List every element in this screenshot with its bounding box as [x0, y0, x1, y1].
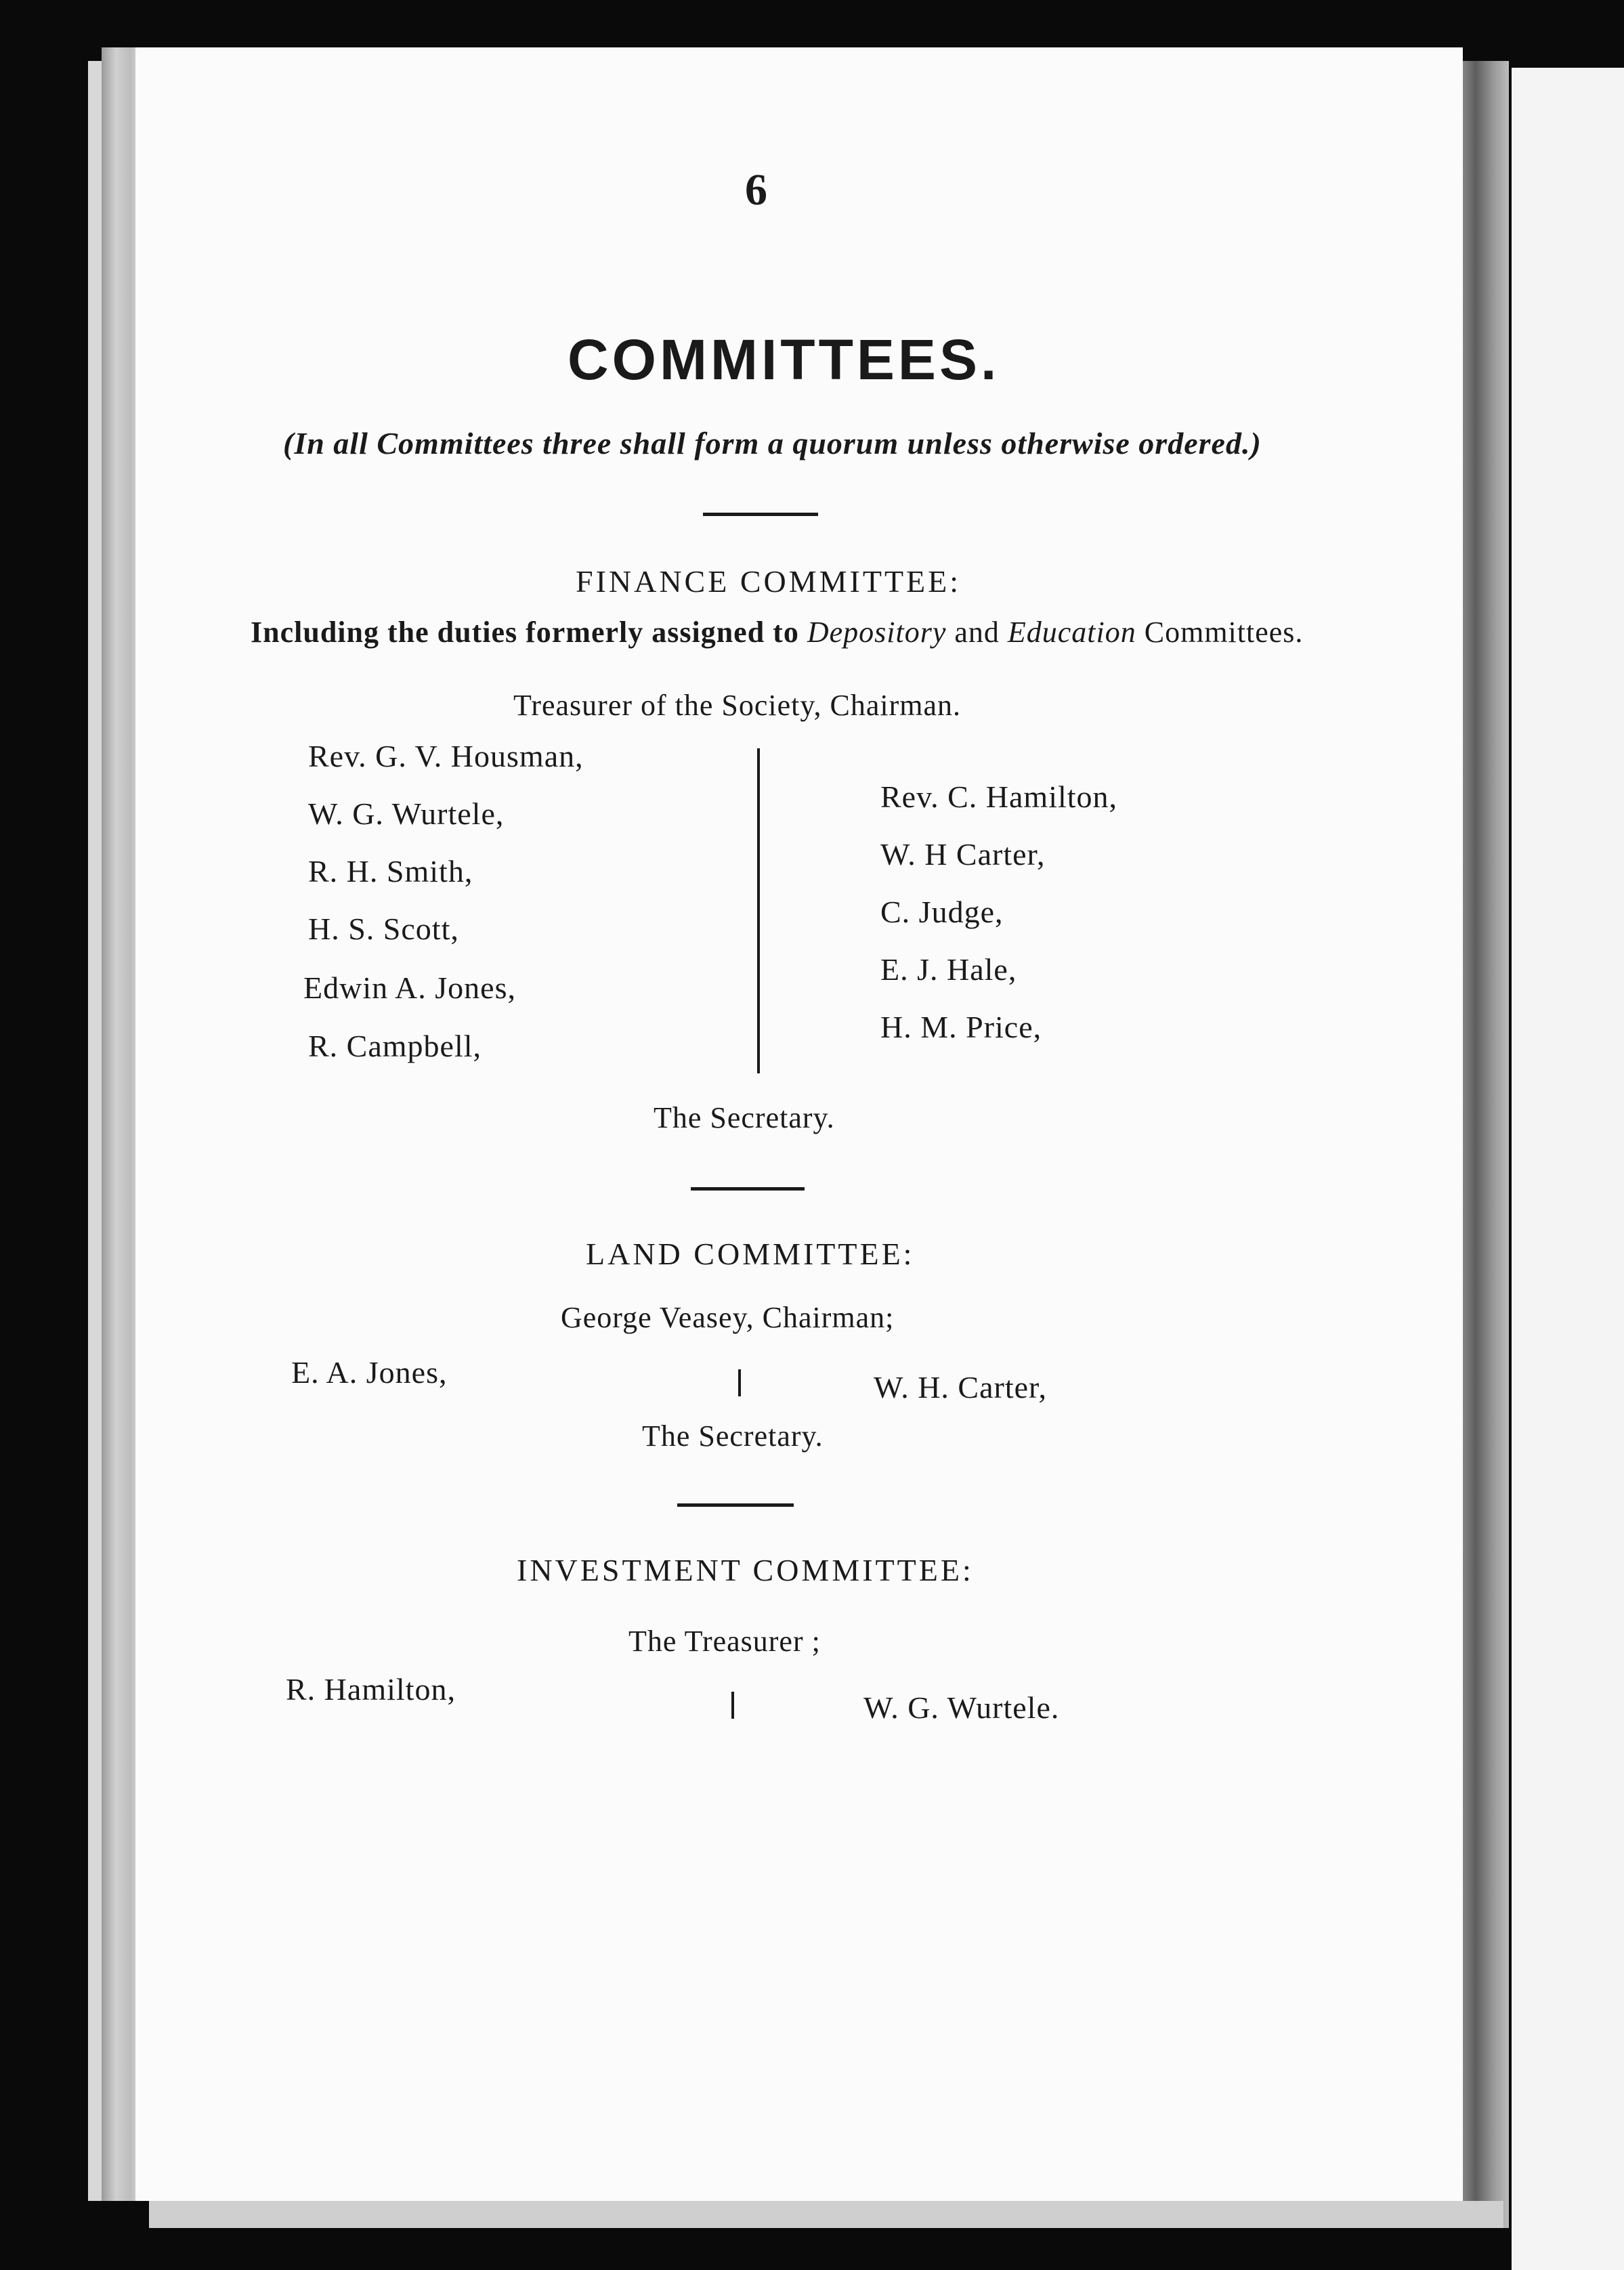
column-divider [757, 748, 760, 1073]
finance-member: R. Campbell, [308, 1029, 482, 1063]
finance-duties: Including the duties formerly assigned to Depository and Education Committees. [251, 616, 1304, 649]
investment-chairman: The Treasurer ; [628, 1625, 821, 1658]
page-title: COMMITTEES. [568, 328, 1000, 391]
land-secretary: The Secretary. [642, 1419, 824, 1453]
finance-member: R. H. Smith, [308, 854, 473, 888]
finance-member: C. Judge, [880, 895, 1004, 929]
divider [703, 513, 818, 516]
page-edge-shadow [1461, 61, 1509, 2228]
finance-secretary: The Secretary. [654, 1101, 835, 1134]
finance-member: W. H Carter, [880, 837, 1046, 872]
page-number: 6 [745, 165, 767, 215]
finance-member: Rev. G. V. Housman, [308, 739, 584, 773]
bottom-page-edge [149, 2201, 1503, 2228]
divider [691, 1187, 805, 1191]
divider [677, 1503, 794, 1507]
finance-chairman: Treasurer of the Society, Chairman. [513, 689, 962, 722]
land-member-left: E. A. Jones, [291, 1355, 448, 1390]
land-member-right: W. H. Carter, [874, 1370, 1048, 1405]
column-divider [738, 1369, 741, 1396]
finance-member: H. S. Scott, [308, 912, 459, 946]
quorum-note: (In all Committees three shall form a quorum unless otherwise ordered.) [283, 426, 1262, 461]
facing-page [1512, 68, 1624, 2270]
investment-member-right: W. G. Wurtele. [863, 1690, 1060, 1725]
finance-heading: FINANCE COMMITTEE: [576, 564, 962, 599]
land-heading: LAND COMMITTEE: [586, 1237, 915, 1271]
column-divider [731, 1692, 734, 1719]
land-chairman: George Veasey, Chairman; [561, 1301, 895, 1334]
finance-member: W. G. Wurtele, [308, 796, 505, 831]
investment-heading: INVESTMENT COMMITTEE: [517, 1553, 974, 1587]
finance-member: Rev. C. Hamilton, [880, 779, 1118, 814]
finance-member: E. J. Hale, [880, 952, 1017, 987]
finance-member: H. M. Price, [880, 1010, 1042, 1044]
investment-member-left: R. Hamilton, [286, 1672, 456, 1707]
finance-member: Edwin A. Jones, [303, 970, 516, 1005]
